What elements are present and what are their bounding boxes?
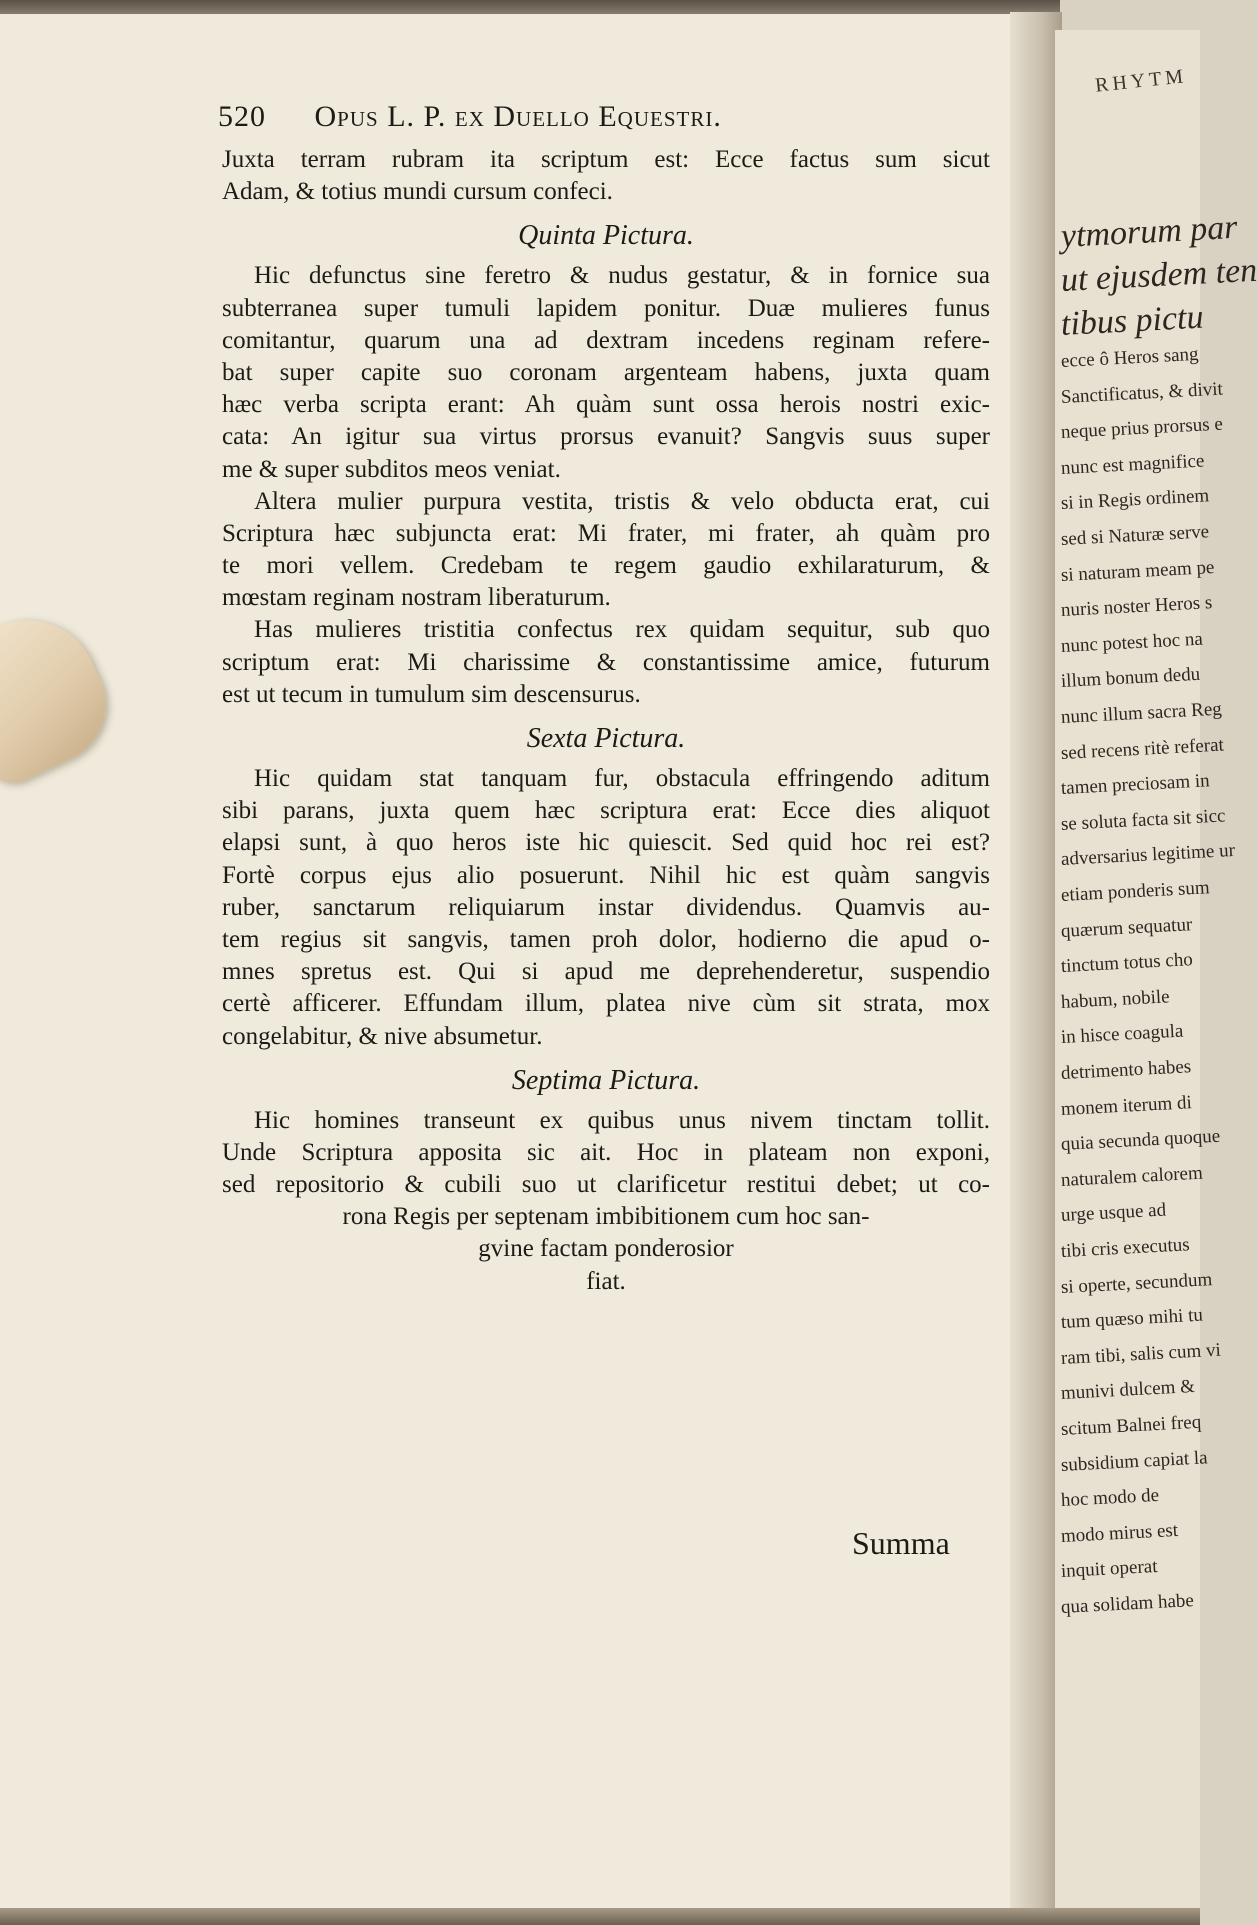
text-line: cata: An igitur sua virtus prorsus evanuit? Sangvis suus super: [222, 423, 990, 451]
text-line: mnes spretus est. Qui si apud me deprehenderetur, suspendio: [222, 958, 990, 986]
facing-text-line: qua solidam habe: [1060, 1590, 1195, 1618]
facing-text-line: inquit operat: [1060, 1556, 1158, 1583]
text-line: comitantur, quarum una ad dextram incedens reginam refere-: [222, 326, 990, 354]
facing-text-line: tum quæso mihi tu: [1060, 1304, 1204, 1334]
facing-text-line: subsidium capiat la: [1060, 1446, 1209, 1476]
text-line: Altera mulier purpura vestita, tristis & velo obducta erat, cui: [254, 487, 990, 515]
facing-text-line: munivi dulcem &: [1060, 1376, 1196, 1405]
facing-page-header: RHYTM: [1094, 65, 1189, 97]
text-line: Unde Scriptura apposita sic ait. Hoc in plateam non exponi,: [222, 1138, 990, 1166]
running-title: Opus L. P. ex Duello Equestri.: [314, 100, 722, 133]
facing-text-line: sed recens ritè referat: [1060, 734, 1225, 764]
facing-text-line: nunc est magnifice: [1060, 450, 1205, 479]
facing-text-line: hoc modo de: [1060, 1485, 1160, 1512]
page-number: 520: [218, 100, 266, 133]
text-line: Has mulieres tristitia confectus rex quidam sequitur, sub quo: [254, 616, 990, 644]
text-line: hæc verba scripta erant: Ah quàm sunt ossa herois nostri exic-: [222, 391, 990, 419]
facing-text-line: si in Regis ordinem: [1060, 485, 1210, 515]
text-line: ruber, sanctarum reliquiarum instar dividendus. Quamvis au-: [222, 893, 990, 921]
facing-text-line: nunc potest hoc na: [1060, 628, 1204, 657]
facing-text-line: si operte, secundum: [1060, 1268, 1213, 1298]
facing-text-line: ut ejusdem ten: [1060, 251, 1258, 299]
body-text: [222, 144, 990, 1298]
facing-text-line: urge usque ad: [1060, 1199, 1167, 1227]
paragraph: [222, 614, 990, 711]
paragraph: [222, 1105, 990, 1202]
facing-text-line: etiam ponderis sum: [1060, 877, 1211, 906]
section-heading: Sexta Pictura.: [526, 723, 686, 754]
text-line: sibi parans, juxta quem hæc scriptura erat: Ecce dies aliquot: [222, 797, 990, 825]
paragraph: [222, 763, 990, 1053]
facing-text-line: modo mirus est: [1060, 1519, 1179, 1547]
text-line: certè afficerer. Effundam illum, platea nive cùm sit strata, mox: [222, 990, 990, 1018]
text-line: Adam, & totius mundi cursum confeci.: [222, 178, 613, 206]
facing-text-line: naturalem calorem: [1060, 1162, 1204, 1191]
facing-page: [1055, 30, 1258, 1910]
facing-text-line: tibi cris executus: [1060, 1234, 1191, 1262]
text-line: bat super capite suo coronam argenteam habens, juxta quam: [222, 358, 990, 386]
text-line: scriptum erat: Mi charissime & constantissime amice, futurum: [222, 648, 990, 676]
facing-text-line: nuris noster Heros s: [1060, 592, 1213, 622]
text-line: sed repositorio & cubili suo ut clarificetur restitui debet; ut co-: [222, 1171, 990, 1199]
facing-text-line: tamen preciosam in: [1060, 770, 1211, 800]
facing-text-line: monem iterum di: [1060, 1091, 1193, 1120]
text-line: Juxta terram rubram ita scriptum est: Ecce factus sum sicut: [222, 146, 990, 173]
facing-text-line: quia secunda quoque: [1060, 1125, 1221, 1156]
text-line: elapsi sunt, à quo heros iste hic quiescit. Sed quid hoc rei est?: [222, 829, 990, 857]
facing-text-line: si naturam meam pe: [1060, 556, 1215, 586]
text-line: te mori vellem. Credebam te regem gaudio exhilaraturum, &: [222, 552, 990, 580]
facing-text-line: se soluta facta sit sicc: [1060, 805, 1226, 835]
text-line: Fortè corpus ejus alio posuerunt. Nihil hic est quàm sangvis: [222, 861, 990, 889]
book-bottom-edge: [0, 1908, 1200, 1925]
text-line: Hic quidam stat tanquam fur, obstacula effringendo aditum: [254, 765, 990, 792]
section-heading: Quinta Pictura.: [518, 220, 694, 252]
facing-text-line: illum bonum dedu: [1060, 664, 1201, 693]
text-line: congelabitur, & nive absumetur.: [222, 1022, 543, 1050]
facing-text-line: Sanctificatus, & divit: [1060, 378, 1224, 408]
text-line: me & super subditos meos veniat.: [222, 455, 561, 483]
text-line: Scriptura hæc subjuncta erat: Mi frater, mi frater, ah quàm pro: [222, 519, 990, 547]
paragraph: [222, 486, 990, 615]
facing-text-line: habum, nobile: [1060, 986, 1171, 1013]
facing-text-line: adversarius legitime ur: [1060, 840, 1236, 871]
facing-text-line: detrimento habes: [1060, 1056, 1192, 1084]
facing-text-line: tibus pictu: [1060, 298, 1205, 343]
text-line: est ut tecum in tumulum sim descensurus.: [222, 680, 641, 708]
facing-text-line: scitum Balnei freq: [1060, 1411, 1202, 1440]
text-line: subterranea super tumuli lapidem ponitur. Duæ mulieres funus: [222, 294, 990, 322]
paragraph: [222, 260, 990, 485]
text-line: Hic defunctus sine feretro & nudus gestatur, & in fornice sua: [254, 262, 990, 290]
facing-text-line: neque prius prorsus e: [1060, 413, 1224, 444]
facing-text-line: nunc illum sacra Reg: [1060, 698, 1223, 728]
text-line: rona Regis per septenam imbibitionem cum hoc san-: [342, 1203, 870, 1231]
running-header: [218, 100, 998, 134]
text-line: fiat.: [586, 1267, 626, 1295]
text-line: Hic homines transeunt ex quibus unus nivem tinctam tollit.: [254, 1106, 990, 1134]
facing-text-line: ecce ô Heros sang: [1060, 343, 1200, 372]
facing-text-line: in hisce coagula: [1060, 1020, 1184, 1049]
facing-text-line: ytmorum par: [1060, 208, 1239, 255]
facing-text-line: tinctum totus cho: [1060, 949, 1194, 978]
section-heading: Septima Pictura.: [511, 1064, 701, 1096]
text-line: gvine factam ponderosior: [478, 1235, 734, 1263]
facing-text-line: sed si Naturæ serve: [1060, 521, 1210, 550]
catchword: Summa: [852, 1525, 950, 1561]
text-line: mœstam reginam nostram liberaturum.: [222, 584, 611, 612]
text-line: tem regius sit sangvis, tamen proh dolor, hodierno die apud o-: [222, 925, 990, 953]
facing-text-line: quærum sequatur: [1060, 913, 1193, 942]
facing-text-line: ram tibi, salis cum vi: [1060, 1339, 1222, 1369]
